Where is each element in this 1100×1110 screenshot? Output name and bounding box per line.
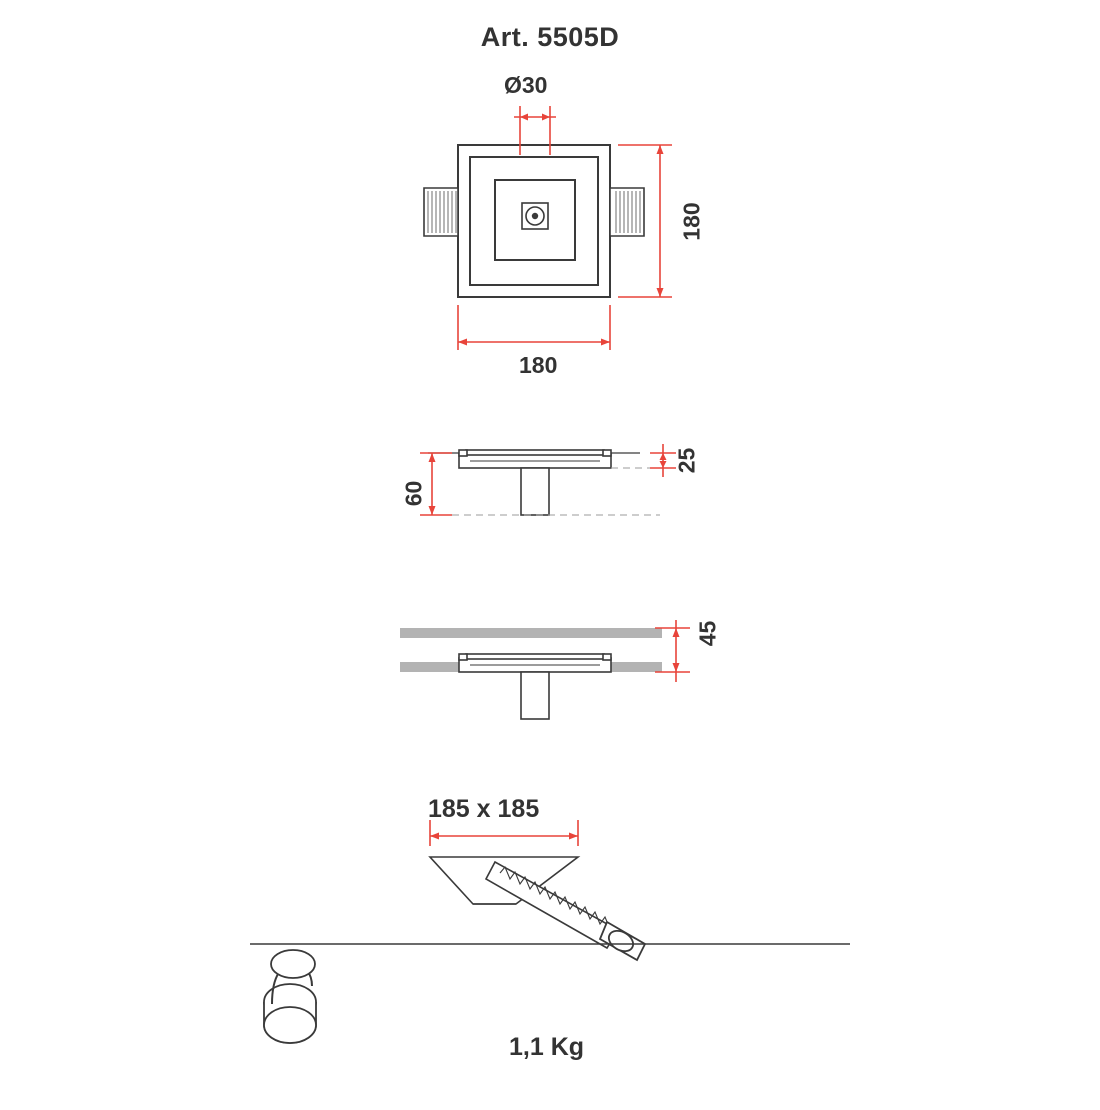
dim-front-height: 180: [678, 202, 705, 241]
dim-hole-diameter: Ø30: [504, 72, 548, 98]
dim-body-depth: 25: [673, 447, 700, 474]
dim-total-depth: 60: [400, 480, 427, 507]
side-section-graphics: [0, 420, 1100, 580]
page-title: Art. 5505D: [480, 22, 620, 52]
weight-icon: [264, 950, 316, 1043]
dim-ceiling-recess: 45: [694, 620, 721, 647]
dim-front-width: 180: [519, 352, 558, 378]
front-view-graphics: [0, 60, 1100, 480]
dim-cutout-size: 185 x 185: [428, 795, 540, 823]
installation-graphics: [0, 610, 1100, 790]
weight-label: 1,1 Kg: [509, 1033, 585, 1061]
footer-graphics: [0, 930, 1100, 1110]
